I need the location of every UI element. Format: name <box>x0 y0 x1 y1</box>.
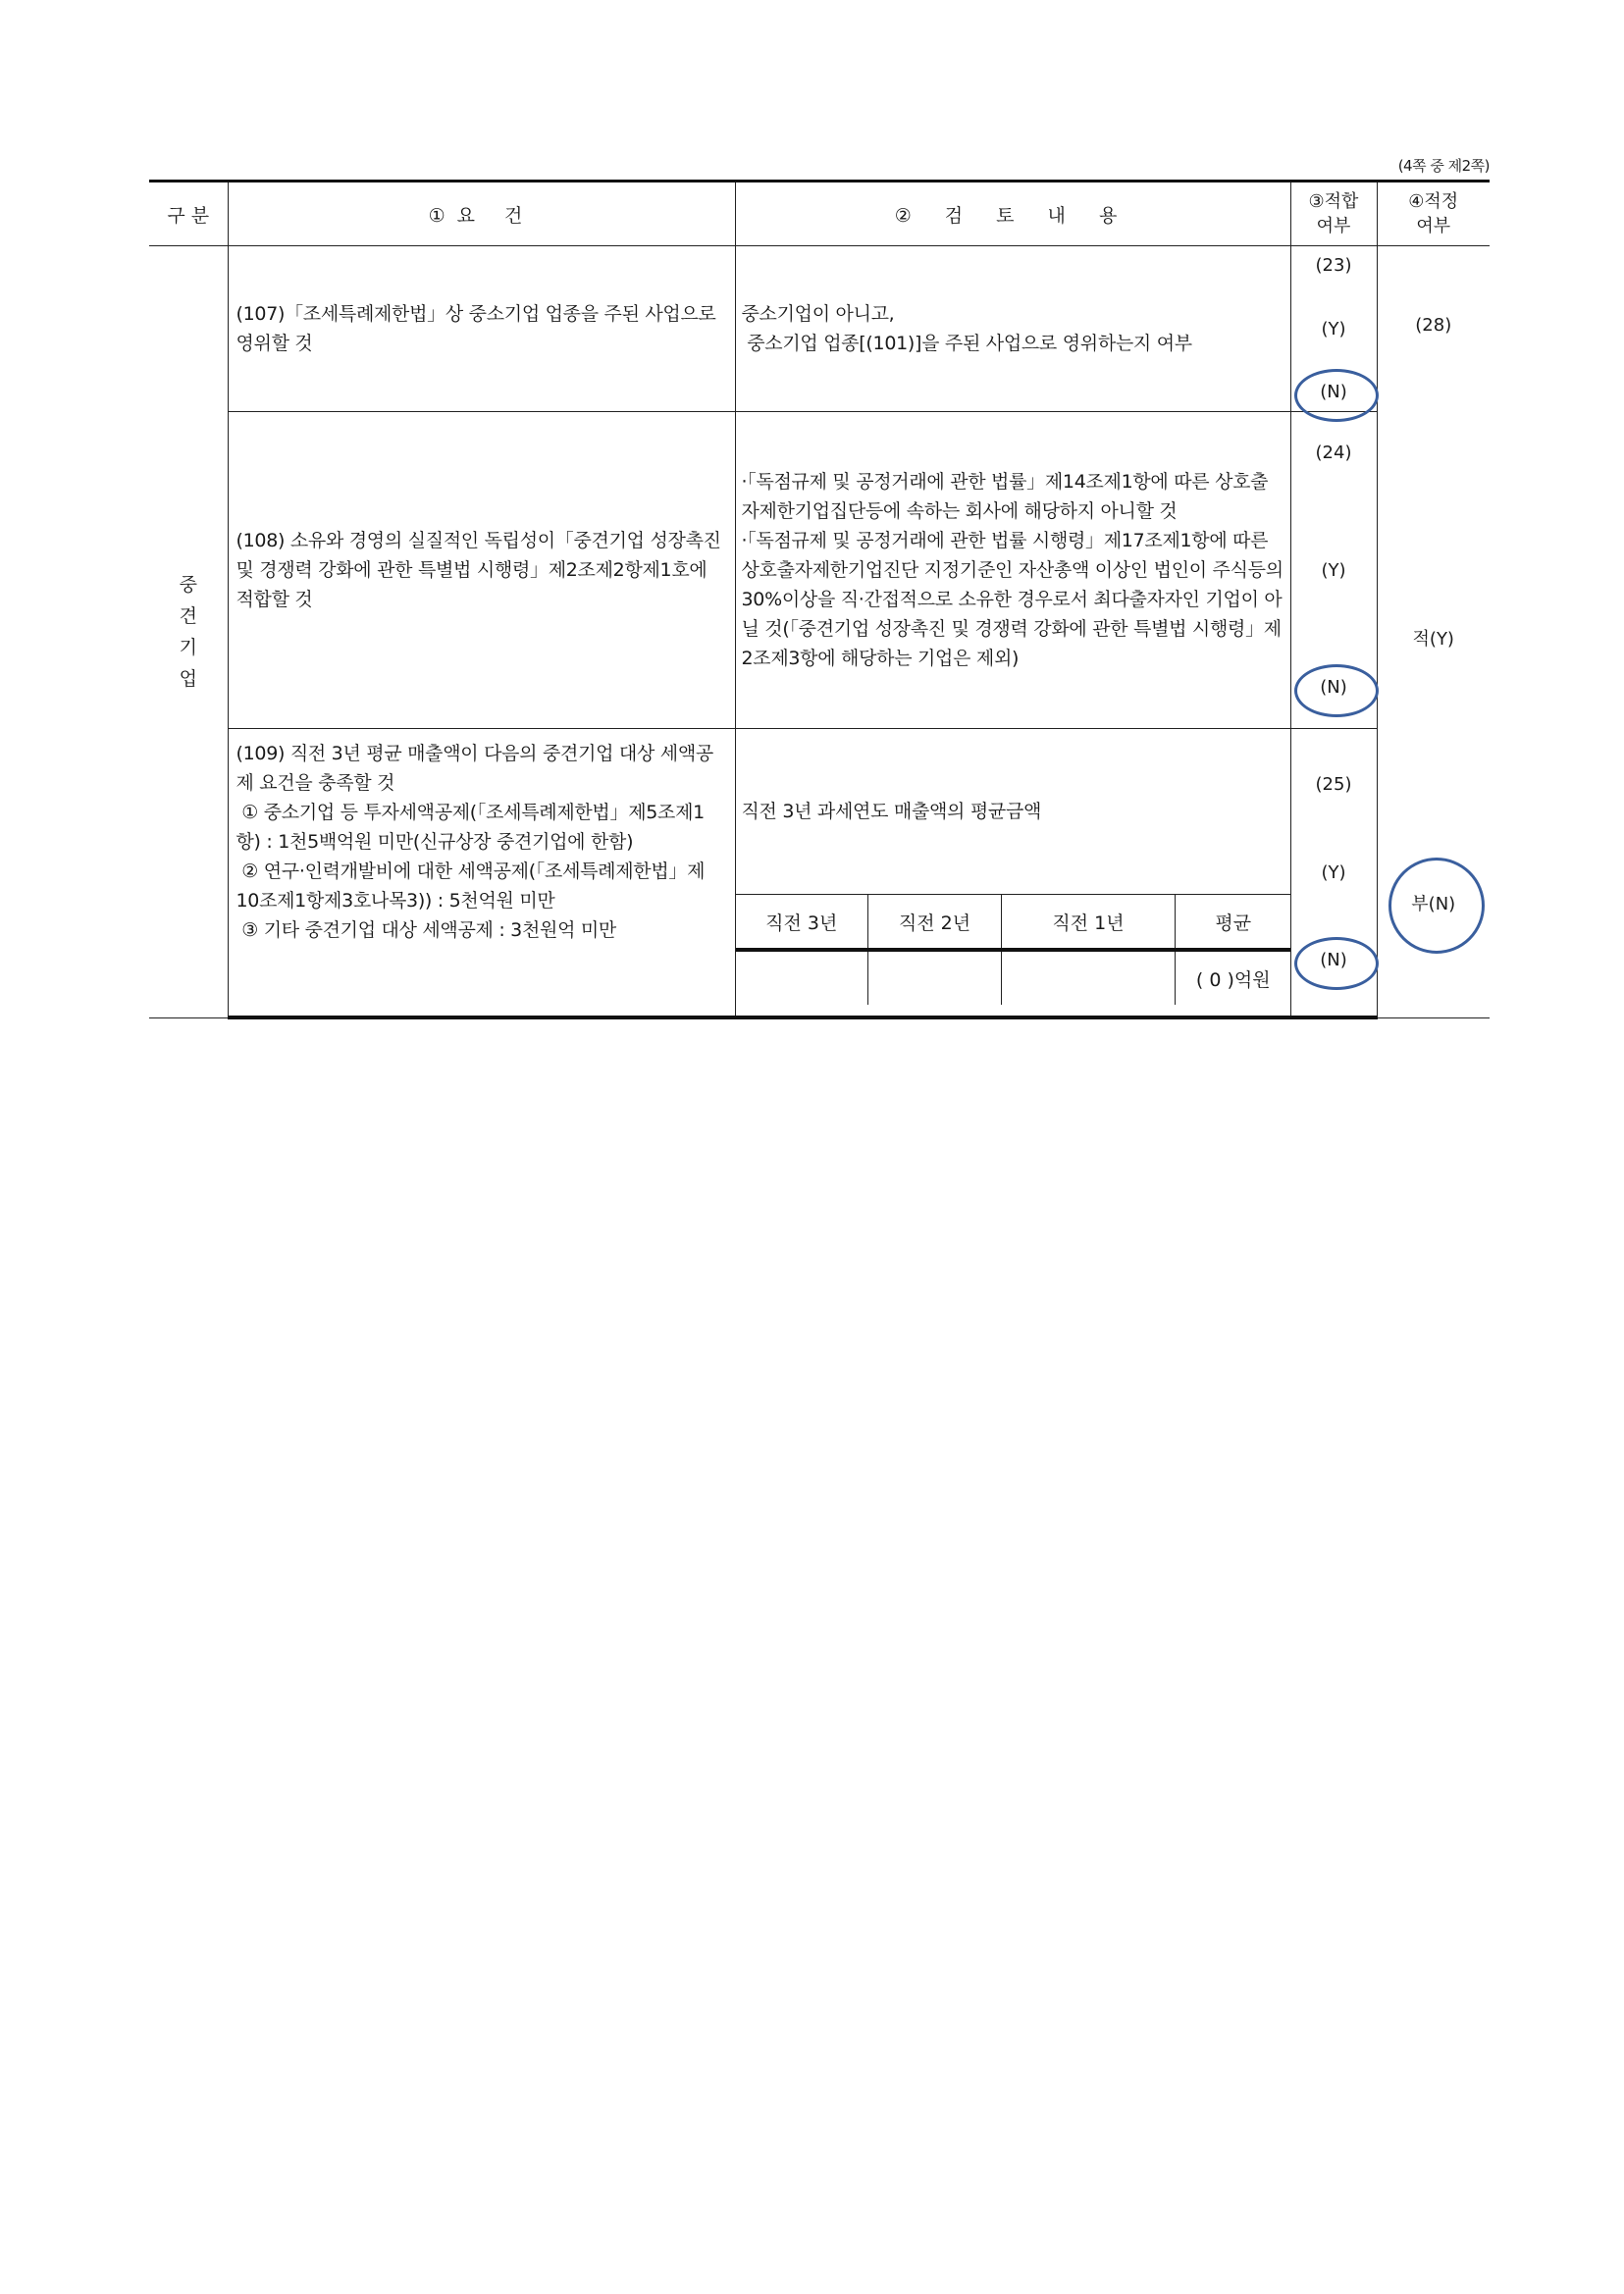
review-107: 중소기업이 아니고, 중소기업 업종[(101)]을 주된 사업으로 영위하는지 여부 <box>735 246 1290 412</box>
header-review: ② 검 토 내 용 <box>735 182 1290 246</box>
fit-108 <box>1290 412 1377 729</box>
sales-value-3y[interactable] <box>736 950 868 1005</box>
fit-n-107-circled[interactable]: (N) <box>1320 382 1347 402</box>
fit-y-109[interactable]: (Y) <box>1321 861 1346 883</box>
review-table <box>149 180 1490 1019</box>
review-109-text: 직전 3년 과세연도 매출액의 평균금액 <box>741 801 1042 822</box>
fit-y-108[interactable]: (Y) <box>1321 559 1346 581</box>
fit-no-109: (25) <box>1315 774 1352 795</box>
page-label: (4쪽 중 제2쪽) <box>1397 157 1490 175</box>
header-requirement: ①요 건 <box>228 182 735 246</box>
proper-yes[interactable]: 적(Y) <box>1412 629 1454 650</box>
sales-value-1y[interactable] <box>1002 950 1176 1005</box>
sales-header-1y: 직전 1년 <box>1002 895 1176 951</box>
sales-value-avg[interactable]: ( 0 )억원 <box>1176 950 1291 1005</box>
fit-n-108-circled[interactable]: (N) <box>1320 677 1347 698</box>
sales-value-2y[interactable] <box>868 950 1002 1005</box>
sales-table <box>736 894 1291 1005</box>
proper-cell <box>1377 246 1490 1018</box>
header-fit: ③적합 여부 <box>1290 182 1377 246</box>
fit-y-107[interactable]: (Y) <box>1321 318 1346 339</box>
fit-n-109-circled[interactable]: (N) <box>1320 950 1347 970</box>
header-category: 구 분 <box>149 182 228 246</box>
fit-no-107: (23) <box>1315 255 1352 276</box>
category-cell: 중 견 기 업 <box>149 246 228 1018</box>
requirement-107: (107)「조세특례제한법」상 중소기업 업종을 주된 사업으로 영위할 것 <box>228 246 735 412</box>
fit-107 <box>1290 246 1377 412</box>
requirement-108: (108) 소유와 경영의 실질적인 독립성이「중견기업 성장촉진 및 경쟁력 강화에 관한 특별법 시행령」제2조제2항제1호에 적합할 것 <box>228 412 735 729</box>
sales-header-3y: 직전 3년 <box>736 895 868 951</box>
requirement-109: (109) 직전 3년 평균 매출액이 다음의 중견기업 대상 세액공제 요건을 충족할 것 ① 중소기업 등 투자세액공제(「조세특례제한법」제5조제1항) : 1천5백억원 미만(신규상장 중견기업에 한함) ② 연구·인력개발비에 대한 세액공제(「조세특례제한법」제10조제1항제3호나목3)) : 5천억원 미만 ③ 기타 중견기업 대상 세액공제 : 3천원억 미만 <box>228 729 735 1018</box>
fit-109 <box>1290 729 1377 1018</box>
proper-no: (28) <box>1415 315 1452 336</box>
fit-no-108: (24) <box>1315 443 1352 463</box>
sales-header-avg: 평균 <box>1176 895 1291 951</box>
sales-header-2y: 직전 2년 <box>868 895 1002 951</box>
header-proper: ④적정 여부 <box>1377 182 1490 246</box>
proper-no-circled[interactable]: 부(N) <box>1411 890 1455 915</box>
review-109 <box>735 729 1290 1018</box>
review-108: ·「독점규제 및 공정거래에 관한 법률」제14조제1항에 따른 상호출자제한기업집단등에 속하는 회사에 해당하지 아니할 것 ·「독점규제 및 공정거래에 관한 법률 시행령」제17조제1항에 따른 상호출자제한기업진단 지정기준인 자산총액 이상인 법인이 주식등의 30%이상을 직·간접적으로 소유한 경우로서 최다출자자인 기업이 아닐 것(「중견기업 성장촉진 및 경쟁력 강화에 관한 특별법 시행령」제2조제3항에 해당하는 기업은 제외) <box>735 412 1290 729</box>
